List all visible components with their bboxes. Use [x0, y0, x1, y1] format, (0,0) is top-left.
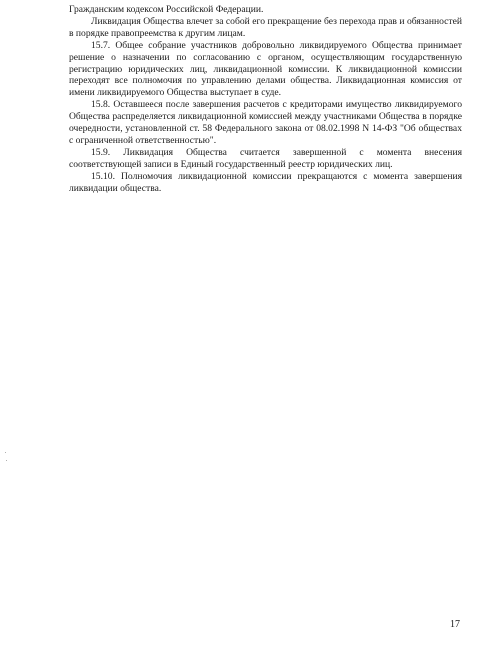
- paragraph-continuation: Гражданским кодексом Российской Федерации.: [69, 4, 264, 15]
- scan-speck: [6, 460, 7, 461]
- paragraph-15-10: 15.10. Полномочия ликвидационной комиссии прекращаются с момента завершения ликвидации общества.: [69, 170, 462, 194]
- page-number: 17: [450, 619, 460, 630]
- paragraph-15-7: 15.7. Общее собрание участников добровольно ликвидируемого Общества принимает решение о назначении по согласованию с органом, осуществляющим государственную регистрацию юридических лиц, ликвидационной комиссии. К ликвидационной комиссии переходят все полномочия по управлению делами общества. Ликвидационная комиссия от имени ликвидируемого Общества выступает в суде.: [69, 39, 462, 99]
- paragraph-15-9: 15.9. Ликвидация Общества считается завершенной с момента внесения соответствующей записи в Единый государственный реестр юридических лиц.: [69, 146, 462, 170]
- document-body: [69, 4, 462, 195]
- paragraph-liquidation-effect: Ликвидация Общества влечет за собой его прекращение без перехода прав и обязанностей в порядке правопреемства к другим лицам.: [69, 15, 462, 39]
- scan-speck: [5, 452, 6, 453]
- paragraph-15-8: 15.8. Оставшееся после завершения расчетов с кредиторами имущество ликвидируемого Общества распределяется ликвидационной комиссией между участниками Общества в порядке очередности, установленной ст. 58 Федерального закона от 08.02.1998 N 14-ФЗ "Об обществах с ограниченной ответственностью".: [69, 99, 462, 146]
